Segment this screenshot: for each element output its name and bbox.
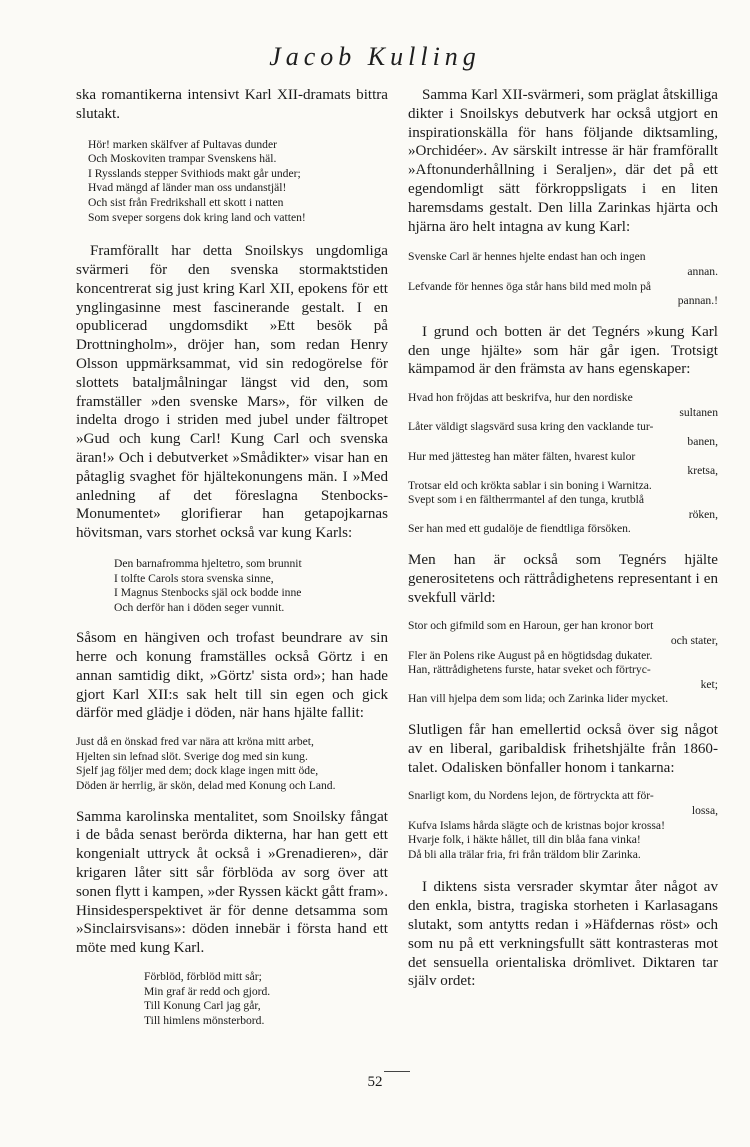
verse-line: Lefvande för hennes öga står hans bild med moln på [408,279,652,293]
verse-kampamod [408,391,718,537]
verse-lejon [408,789,718,862]
verse-line-continuation: lossa, [691,804,718,818]
verse-line: I tolfte Carols stora svenska sinne, [114,571,274,585]
verse-line: Förblöd, förblöd mitt sår; [144,970,262,984]
verse-line: Hvarje folk, i häkte hållet, till din blåa fana vinka! [408,833,641,847]
verse-line: Hvad mängd af länder man oss undanstjäl! [88,181,287,195]
verse-line-continuation: och stater, [670,634,718,648]
verse-line: Hur med jättesteg han mäter fälten, hvarest kulor [408,449,636,463]
verse-stenbock [114,557,388,615]
verse-line: Till himlens mönsterbord. [144,1013,265,1027]
verse-line: Sjelf jag följer med dem; dock klage ingen mitt öde, [76,764,319,778]
paragraph-diktens: I diktens sista versrader skymtar åter något av den enkla, bistra, tragiska storheten i Karlasagans slutakt, som antytts redan i »Häfdernas röst» och som nu på ett verkningsfullt sätt kontrasteras mot det sensuella orientaliska drömlivet. Diktaren tar själv ordet: [408,879,718,990]
verse-line: Snarligt kom, du Nordens lejon, de förtryckta att för- [408,789,654,803]
paragraph-samma: Samma karolinska mentalitet, som Snoilsky fångat i de båda senast berörda dikterna, har han gett ett kongenialt uttryck åt också i »Grenadieren», där krigaren låter sitt sår förblöda av sorg över att sonen flytt i kampen, »der Ryssen käckt gått fram». Hinsidesperspektivet är för denne detsamma som »Sinclairsvisans»: döden innebär i första hand ett möte med kung Karl. [76,808,388,957]
verse-line: I Magnus Stenbocks själ ock bodde inne [114,586,302,600]
verse-line: Då bli alla trälar fria, fri från träldom blir Zarinka. [408,847,641,861]
paragraph-intro: ska romantikerna intensivt Karl XII-dramats bittra slutakt. [76,87,388,122]
verse-pultava [88,138,388,226]
verse-line: Som sveper sorgens dok kring land och vatten! [88,210,306,224]
verse-line: Han, rättrådighetens furste, hatar sveket och förtryc- [408,663,651,677]
paragraph-slutligen: Slutligen får han emellertid också över sig något av en liberal, garibaldisk frihetshjälte från 1860-talet. Odalisken bönfaller honom i tankarna: [408,722,718,776]
verse-line: Till Konung Carl jag går, [144,999,261,1013]
verse-line: Den barnafromma hjeltetro, som brunnit [114,556,302,570]
verse-line: Stor och gifmild som en Haroun, ger han kronor bort [408,619,654,633]
verse-zarinka-hjelte [408,250,718,308]
verse-line: Svenske Carl är hennes hjelte endast han och ingen [408,250,646,264]
verse-line: Han vill hjelpa dem som lida; och Zarinka lider mycket. [408,692,669,706]
verse-gortz [76,735,388,793]
verse-line: Min graf är redd och gjord. [144,984,271,998]
verse-haroun [408,619,718,707]
verse-line: Hör! marken skälfver af Pultavas dunder [88,137,277,151]
verse-line: Hvad hon fröjdas att beskrifva, hur den nordiske [408,391,633,405]
verse-line: Ser han med ett gudalöje de fiendtliga försöken. [408,522,631,536]
verse-line: Och sist från Fredrikshall ett skott i natten [88,195,284,209]
paragraph-framforallt: Framförallt har detta Snoilskys ungdomliga svärmeri för den svenska stormaktstiden koncentrerat sig just kring Karl XII, epokens för ett ynglingasinne mest fascinerande gestalt. I en opublicerad ungdomsdikt »Ett besök på Drottningholm», dröjer han, som redan Henry Olsson uppmärksammat, vid sin redogörelse för slottets bataljmålningar längst vid den, som framställer »den svenske Mars», för vilken de indelta drogo i striden med jubel under fältropet »Gud och kung Carl! Kung Carl och svenska äran!» Och i debutverket »Smådikter» visar han en påtaglig svaghet för hjältekonungens män. I »Med anledning af det föreslagna Stenbocks-Monumentet» glorifierar han getapojkarnas hövitsman, vars storhet också var kung Karls: [76,243,388,542]
verse-line-continuation: röken, [688,507,718,521]
paragraph-sasom: Såsom en hängiven och trofast beundrare av sin herre och konung framställes också Görtz i en annan samtidig dikt, »Görtz' sista ord»; han hade gjort Karl XII:s sak helt till sin egen och gick därför med glädje i döden, när hans hjälte fallit: [76,630,388,722]
verse-line-continuation: pannan.! [677,294,718,308]
verse-line-continuation: ket; [700,677,718,691]
verse-line: Hjelten sin lefnad slöt. Sverige dog med sin kung. [76,749,308,763]
verse-line: Och Moskoviten trampar Svenskens häl. [88,152,277,166]
verse-line-continuation: banen, [687,434,718,448]
paragraph-grund: I grund och botten är det Tegnérs »kung Karl den unge hjälte» som här går igen. Trotsigt kämpamod är den främsta av hans egenskaper: [408,323,718,378]
running-header-author: Jacob Kulling [269,42,481,71]
paragraph-samma-karl: Samma Karl XII-svärmeri, som präglat åtskilliga dikter i Snoilskys debutverk har också utgjort en inspirationskälla för hans följande diktsamling, »Orchidéer». Av särskilt intresse är här framförallt »Aftonunderhållning i Seraljen», där det på ett egendomligt sätt förkroppsligats i en liten haremsdams gestalt. Den lilla Zarinkas hjärta och hjärna äro helt intagna av kung Karl: [408,87,718,235]
verse-line-continuation: annan. [687,264,718,278]
verse-line: Svept som i en fältherrmantel af den tunga, krutblå [408,493,644,507]
verse-line: Låter väldigt slagsvärd susa kring den vacklande tur- [408,420,654,434]
left-column [76,86,388,1028]
right-column [408,86,718,991]
verse-line-continuation: sultanen [679,405,718,419]
page-number: 52 [367,1074,383,1090]
page-number-rule [384,1071,410,1072]
verse-line: Trotsar eld och kröktа sablar i sin boning i Warnitza. [408,478,652,492]
verse-line: Kufva Islams hårda slägte och de kristnas bojor krossa! [408,818,665,832]
verse-line: Fler än Polens rike August på en högtidsdag dukater. [408,648,653,662]
verse-line: Just då en önskad fred var nära att kröna mitt arbet, [76,735,314,749]
verse-line: Döden är herrlig, är skön, delad med Konung och Land. [76,779,336,793]
verse-line-continuation: kretsa, [687,464,718,478]
verse-line: Och derför han i döden seger vunnit. [114,600,285,614]
verse-forblod [144,970,388,1028]
paragraph-men: Men han är också som Tegnérs hjälte generositetens och rättrådighetens representant i en svekfull värld: [408,552,718,606]
verse-line: I Rysslands stepper Svithiods makt går under; [88,166,301,180]
